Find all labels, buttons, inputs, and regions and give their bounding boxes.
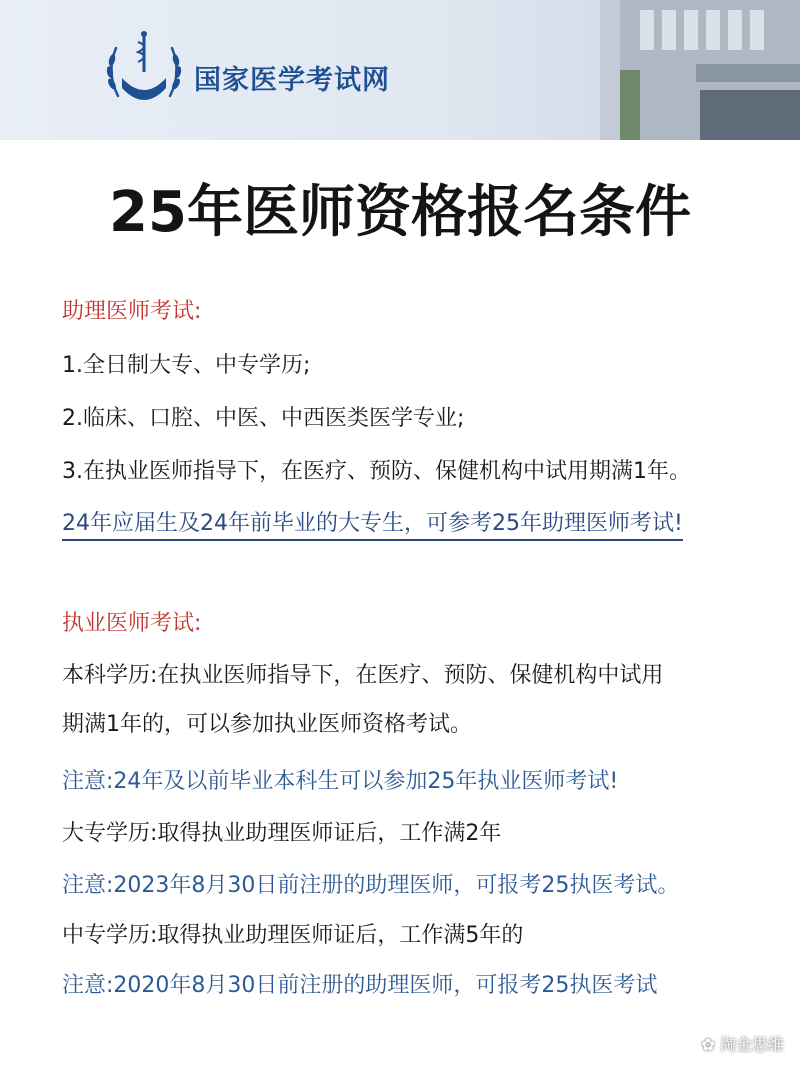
paw-icon: ✿ [701,1035,720,1054]
nmec-emblem [100,26,188,114]
practicing-line-bachelor-cont: 期满1年的，可以参加执业医师资格考试。 [62,712,472,737]
assistant-heading: 助理医师考试: [62,299,202,324]
assistant-highlight-text: 24年应届生及24年前毕业的大专生，可参考25年助理医师考试! [62,511,683,541]
practicing-heading: 执业医师考试: [62,611,202,636]
practicing-note-3: 注意:2020年8月30日前注册的助理医师，可报考25执医考试 [62,973,658,998]
watermark-text: 淘金思维 [719,1035,784,1054]
practicing-line-secondary: 中专学历:取得执业助理医师证后，工作满5年的 [62,923,524,948]
building-photo [600,0,800,140]
watermark [701,1032,784,1055]
assistant-item-2: 2.临床、口腔、中医、中西医类医学专业; [62,406,465,431]
header-banner [0,0,800,140]
practicing-line-bachelor: 本科学历:在执业医师指导下，在医疗、预防、保健机构中试用 [62,663,664,688]
practicing-line-college: 大专学历:取得执业助理医师证后，工作满2年 [62,821,502,846]
site-name: 国家医学考试网 [194,65,390,96]
practicing-note-2: 注意:2023年8月30日前注册的助理医师，可报考25执医考试。 [62,873,680,898]
page-title: 25年医师资格报名条件 [109,180,691,245]
practicing-note-1: 注意:24年及以前毕业本科生可以参加25年执业医师考试! [62,769,619,794]
assistant-highlight [62,506,683,537]
assistant-item-3: 3.在执业医师指导下，在医疗、预防、保健机构中试用期满1年。 [62,459,691,484]
assistant-item-1: 1.全日制大专、中专学历; [62,353,311,378]
